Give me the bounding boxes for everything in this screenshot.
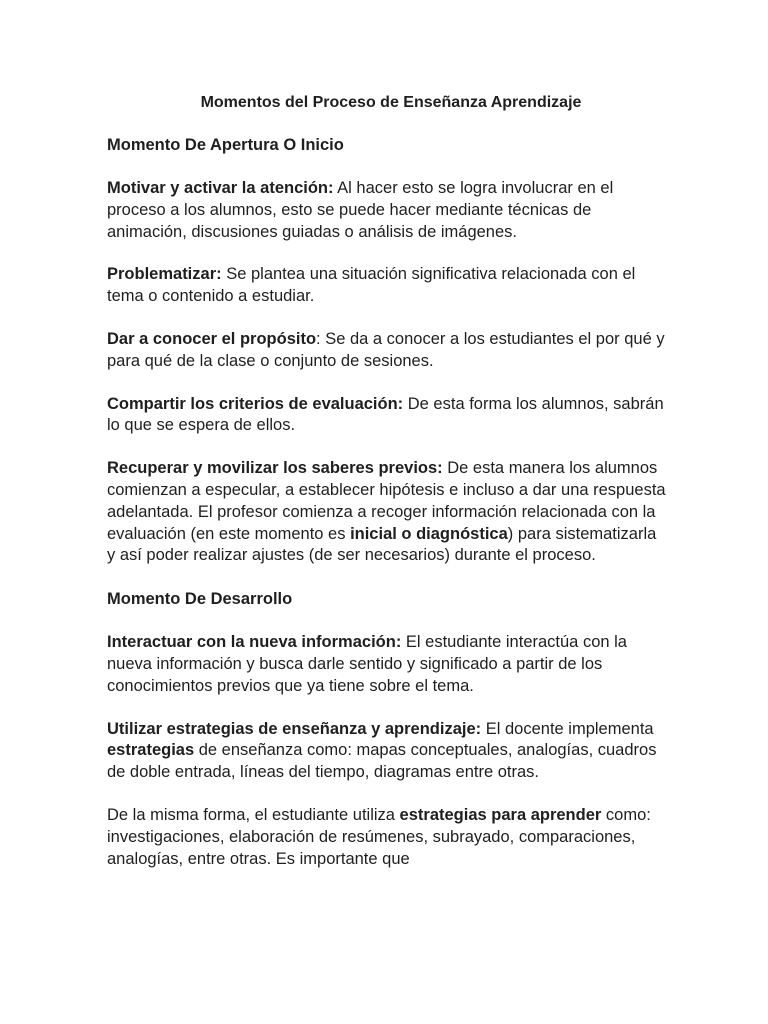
paragraph-motivar [107, 178, 667, 243]
section-heading: Momento De Apertura O Inicio [107, 136, 344, 154]
paragraph-criterios [107, 394, 667, 438]
paragraph-interactuar [107, 632, 667, 697]
paragraph-text: De esta manera los alumnos comienzan a especular, a establecer hipótesis e incluso a dar una respuesta adelantada. El profesor comienza a recoger información relacionada con la evaluación (en este momento es [107, 459, 666, 543]
term-label: Recuperar y movilizar los saberes previos: [107, 459, 443, 478]
paragraph-text: El docente implementa [481, 719, 654, 738]
term-label: Utilizar estrategias de enseñanza y aprendizaje: [107, 719, 482, 738]
emphasis-text: estrategias [107, 741, 195, 760]
term-label: Interactuar con la nueva información: [107, 633, 402, 652]
paragraph-proposito [107, 329, 667, 373]
paragraph-text: Al hacer esto se logra involucrar en el proceso a los alumnos, esto se puede hacer mediante técnicas de animación, discusiones guiadas o análisis de imágenes. [107, 179, 614, 241]
paragraph-text: El estudiante interactúa con la nueva información y busca darle sentido y significado a partir de los conocimientos previos que ya tiene sobre el tema. [107, 633, 627, 695]
paragraph-text: De esta forma los alumnos, sabrán lo que se espera de ellos. [107, 394, 664, 435]
document-page [107, 92, 667, 870]
section-apertura [107, 134, 667, 567]
term-label: Motivar y activar la atención: [107, 179, 334, 197]
paragraph-saberes-previos [107, 458, 667, 567]
paragraph-text: De la misma forma, el estudiante utiliza [107, 805, 400, 824]
section-heading: Momento De Desarrollo [107, 590, 293, 609]
paragraph-text: como: investigaciones, elaboración de resúmenes, subrayado, comparaciones, analogías, entre otras. Es importante que [107, 805, 651, 868]
paragraph-misma-forma [107, 805, 667, 870]
term-label: Dar a conocer el propósito [107, 329, 317, 348]
section-desarrollo [107, 588, 667, 870]
emphasis-text: inicial o diagnóstica [350, 524, 508, 543]
document-title: Momentos del Proceso de Enseñanza Aprendizaje [200, 94, 582, 111]
paragraph-estrategias [107, 719, 667, 784]
paragraph-text: de enseñanza como: mapas conceptuales, analogías, cuadros de doble entrada, líneas del tiempo, diagramas entre otras. [107, 741, 657, 782]
paragraph-text: : Se da a conocer a los estudiantes el por qué y para qué de la clase o conjunto de sesiones. [107, 329, 665, 370]
emphasis-text: estrategias para aprender [399, 805, 602, 824]
term-label: Problematizar: [107, 265, 222, 284]
paragraph-text: Se plantea una situación significativa relacionada con el tema o contenido a estudiar. [107, 265, 636, 306]
paragraph-problematizar [107, 264, 667, 308]
paragraph-text: ) para sistematizarla y así poder realizar ajustes (de ser necesarios) durante el proceso. [107, 524, 657, 565]
term-label: Compartir los criterios de evaluación: [107, 394, 404, 413]
